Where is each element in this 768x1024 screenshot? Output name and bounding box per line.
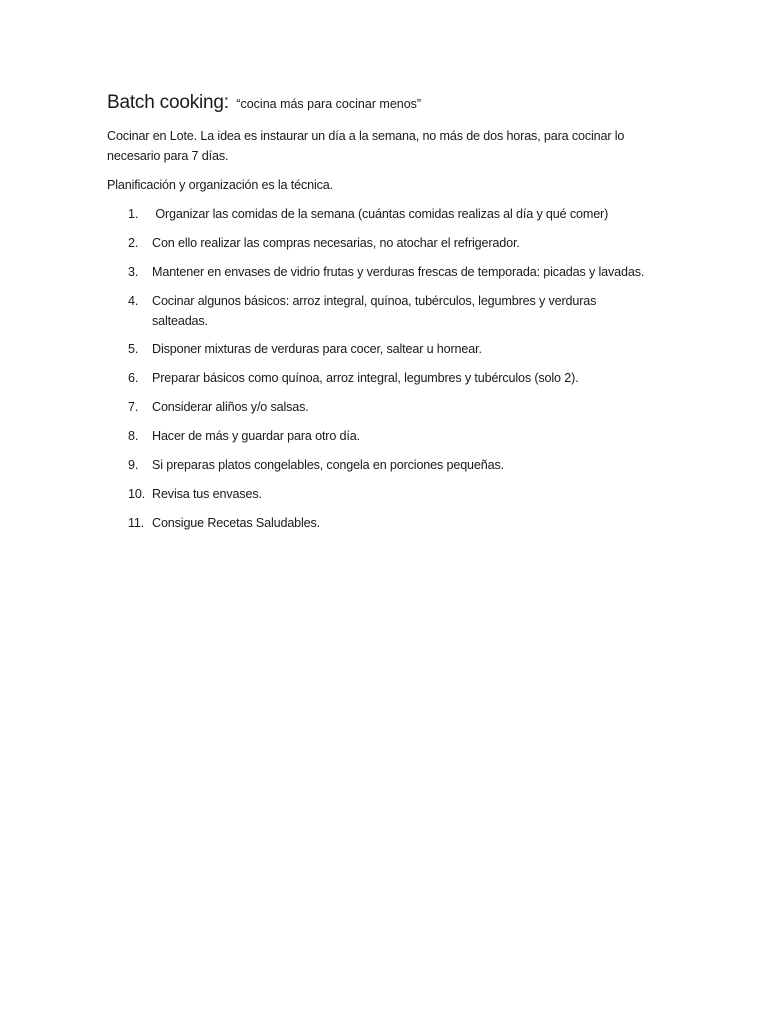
list-item-text: Considerar aliños y/o salsas. [152, 400, 309, 414]
list-item [128, 340, 648, 360]
list-item-text: Preparar básicos como quínoa, arroz integral, legumbres y tubérculos (solo 2). [152, 371, 579, 385]
list-item-number: 11. [128, 516, 145, 530]
list-item-text: Consigue Recetas Saludables. [152, 516, 321, 530]
intro-paragraph: Cocinar en Lote. La idea es instaurar un día a la semana, no más de dos horas, para cocinar lo necesario para 7 días. [107, 129, 625, 163]
list-item-number: 2. [128, 236, 139, 250]
list-item [128, 514, 648, 534]
list-item-text: Mantener en envases de vidrio frutas y verduras frescas de temporada: picadas y lavadas. [152, 265, 645, 279]
list-item-text: Si preparas platos congelables, congela en porciones pequeñas. [152, 458, 504, 472]
list-item-number: 1. [128, 207, 139, 221]
list-item-number: 8. [128, 429, 139, 443]
list-item-text: Con ello realizar las compras necesarias, no atochar el refrigerador. [152, 236, 520, 250]
list-item-text: Disponer mixturas de verduras para cocer, saltear u hornear. [152, 342, 482, 356]
list-item [128, 485, 648, 505]
list-item-number: 7. [128, 400, 139, 414]
list-item [128, 292, 648, 331]
list-item-number: 3. [128, 265, 139, 279]
list-item [128, 205, 648, 225]
list-item-text: Hacer de más y guardar para otro día. [152, 429, 360, 443]
list-item [128, 369, 648, 389]
list-item [128, 398, 648, 418]
title-subtitle: “cocina más para cocinar menos” [236, 97, 422, 111]
title-main: Batch cooking: [107, 92, 229, 113]
list-item-text: Revisa tus envases. [152, 487, 262, 501]
list-item [128, 456, 648, 476]
subheading-paragraph: Planificación y organización es la técnica. [107, 178, 333, 192]
document-title [107, 92, 421, 114]
list-item-number: 4. [128, 294, 139, 308]
list-item-text: Cocinar algunos básicos: arroz integral, quínoa, tubérculos, legumbres y verduras salteadas. [152, 294, 597, 328]
list-item [128, 234, 648, 254]
list-item-number: 5. [128, 342, 139, 356]
list-item-number: 9. [128, 458, 139, 472]
list-item-number: 6. [128, 371, 139, 385]
list-item-number: 10. [128, 487, 146, 501]
list-item [128, 427, 648, 447]
list-item [128, 263, 648, 283]
list-item-text: Organizar las comidas de la semana (cuántas comidas realizas al día y qué comer) [152, 207, 609, 221]
